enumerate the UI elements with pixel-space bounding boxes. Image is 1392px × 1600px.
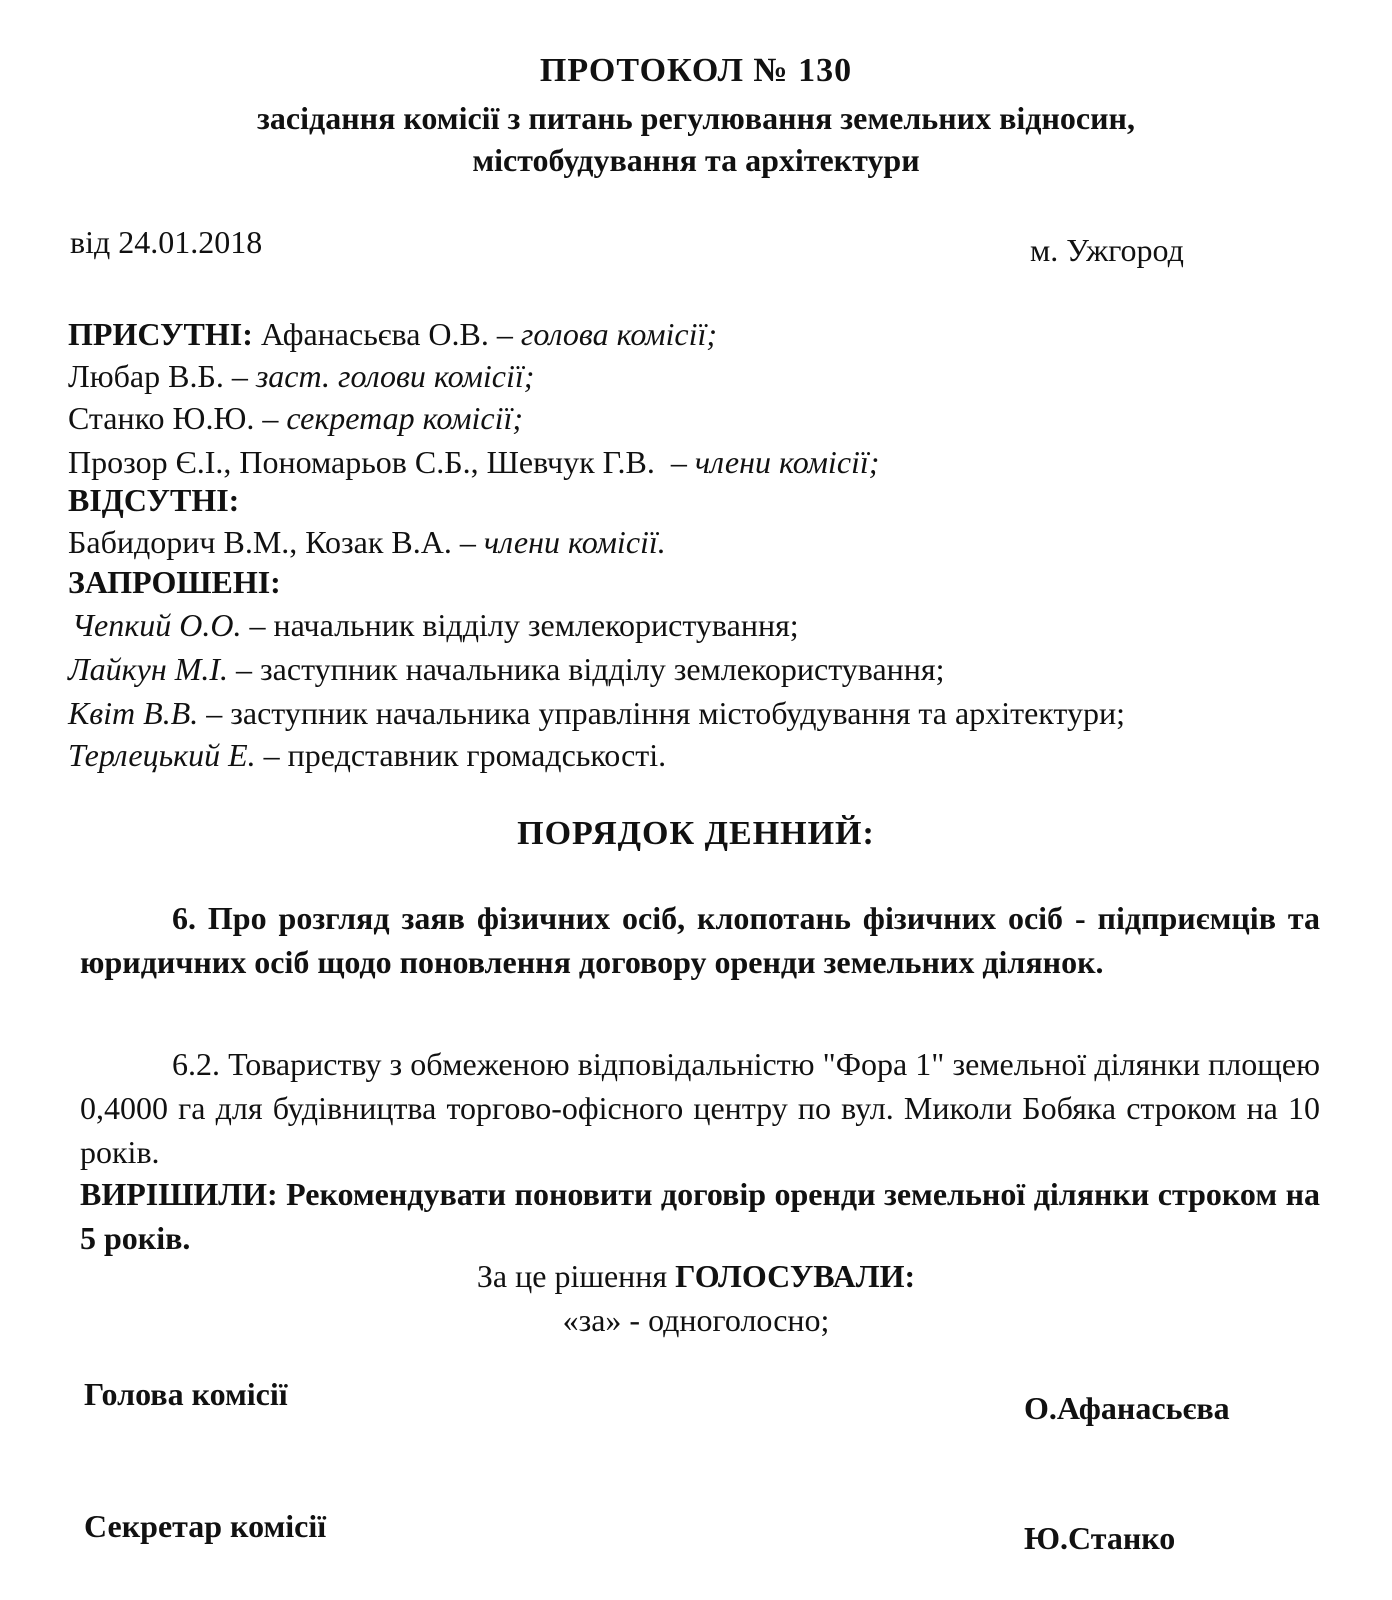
protocol-city: м. Ужгород xyxy=(1030,232,1184,268)
invited-item xyxy=(68,735,666,775)
absent-line xyxy=(68,522,666,562)
invited-item xyxy=(68,649,945,689)
signature-name-secretary: Ю.Станко xyxy=(1024,1520,1176,1556)
invited-item xyxy=(72,605,799,645)
secretary-name: Станко Ю.Ю. xyxy=(68,400,255,436)
invited-role: – начальник відділу землекористування; xyxy=(249,607,799,643)
agenda-subitem-text: 6.2. Товариству з обмеженою відповідальністю "Фора 1" земельної ділянки площею 0,4000 га для будівництва торгово-офісного центру по вул. Миколи Бобяка строком на 10 років. xyxy=(80,1046,1320,1170)
decision-label: ВИРІШИЛИ: xyxy=(80,1176,278,1212)
invited-role: – представник громадськості. xyxy=(263,737,667,773)
present-secretary-line xyxy=(68,398,523,438)
present-chair-line xyxy=(68,314,717,354)
invited-item xyxy=(68,693,1125,733)
deputy-role: – заст. голови комісії; xyxy=(231,358,535,394)
agenda-title: ПОРЯДОК ДЕННИЙ: xyxy=(517,815,875,852)
secretary-role: – секретар комісії; xyxy=(262,400,524,436)
invited-label: ЗАПРОШЕНІ: xyxy=(68,564,281,600)
decision-block xyxy=(80,1172,1320,1260)
members-names: Прозор Є.І., Пономарьов С.Б., Шевчук Г.В. xyxy=(68,444,655,480)
signature-role-secretary: Секретар комісії xyxy=(84,1508,327,1544)
signature-role-chair: Голова комісії xyxy=(84,1376,288,1412)
present-deputy-line xyxy=(68,356,534,396)
deputy-name: Любар В.Б. xyxy=(68,358,224,394)
invited-name: Квіт В.В. xyxy=(68,695,199,731)
absent-label: ВІДСУТНІ: xyxy=(68,482,240,518)
chair-role: – голова комісії; xyxy=(496,316,718,352)
voting-prefix: За це рішення xyxy=(476,1258,668,1294)
document-subtitle-line2: містобудування та архітектури xyxy=(472,142,920,178)
voting-line xyxy=(0,1258,1392,1295)
decision-text: Рекомендувати поновити договір оренди земельної ділянки строком на 5 років. xyxy=(80,1176,1321,1256)
chair-name: Афанасьєва О.В. xyxy=(260,316,489,352)
present-members-line xyxy=(68,442,879,482)
voting-label: ГОЛОСУВАЛИ: xyxy=(675,1258,916,1294)
invited-role: – заступник начальника відділу землекористування; xyxy=(236,651,945,687)
present-label: ПРИСУТНІ: xyxy=(68,316,253,352)
invited-role: – заступник начальника управління містобудування та архітектури; xyxy=(206,695,1125,731)
invited-name: Чепкий О.О. xyxy=(72,607,242,643)
protocol-date: від 24.01.2018 xyxy=(70,224,263,260)
invited-name: Терлецький Е. xyxy=(68,737,256,773)
document-subtitle-line1: засідання комісії з питань регулювання земельних відносин, xyxy=(257,100,1135,136)
agenda-item-heading: 6. Про розгляд заяв фізичних осіб, клопотань фізичних осіб - підприємців та юридичних осіб щодо поновлення договору оренди земельних ділянок. xyxy=(80,900,1320,980)
signature-name-chair: О.Афанасьєва xyxy=(1024,1390,1230,1426)
absent-names: Бабидорич В.М., Козак В.А. xyxy=(68,524,452,560)
invited-name: Лайкун М.І. xyxy=(68,651,229,687)
members-role: – члени комісії; xyxy=(670,444,880,480)
voting-result: «за» - одноголосно; xyxy=(562,1302,830,1338)
absent-role: – члени комісії. xyxy=(459,524,666,560)
document-title: ПРОТОКОЛ № 130 xyxy=(539,52,853,89)
